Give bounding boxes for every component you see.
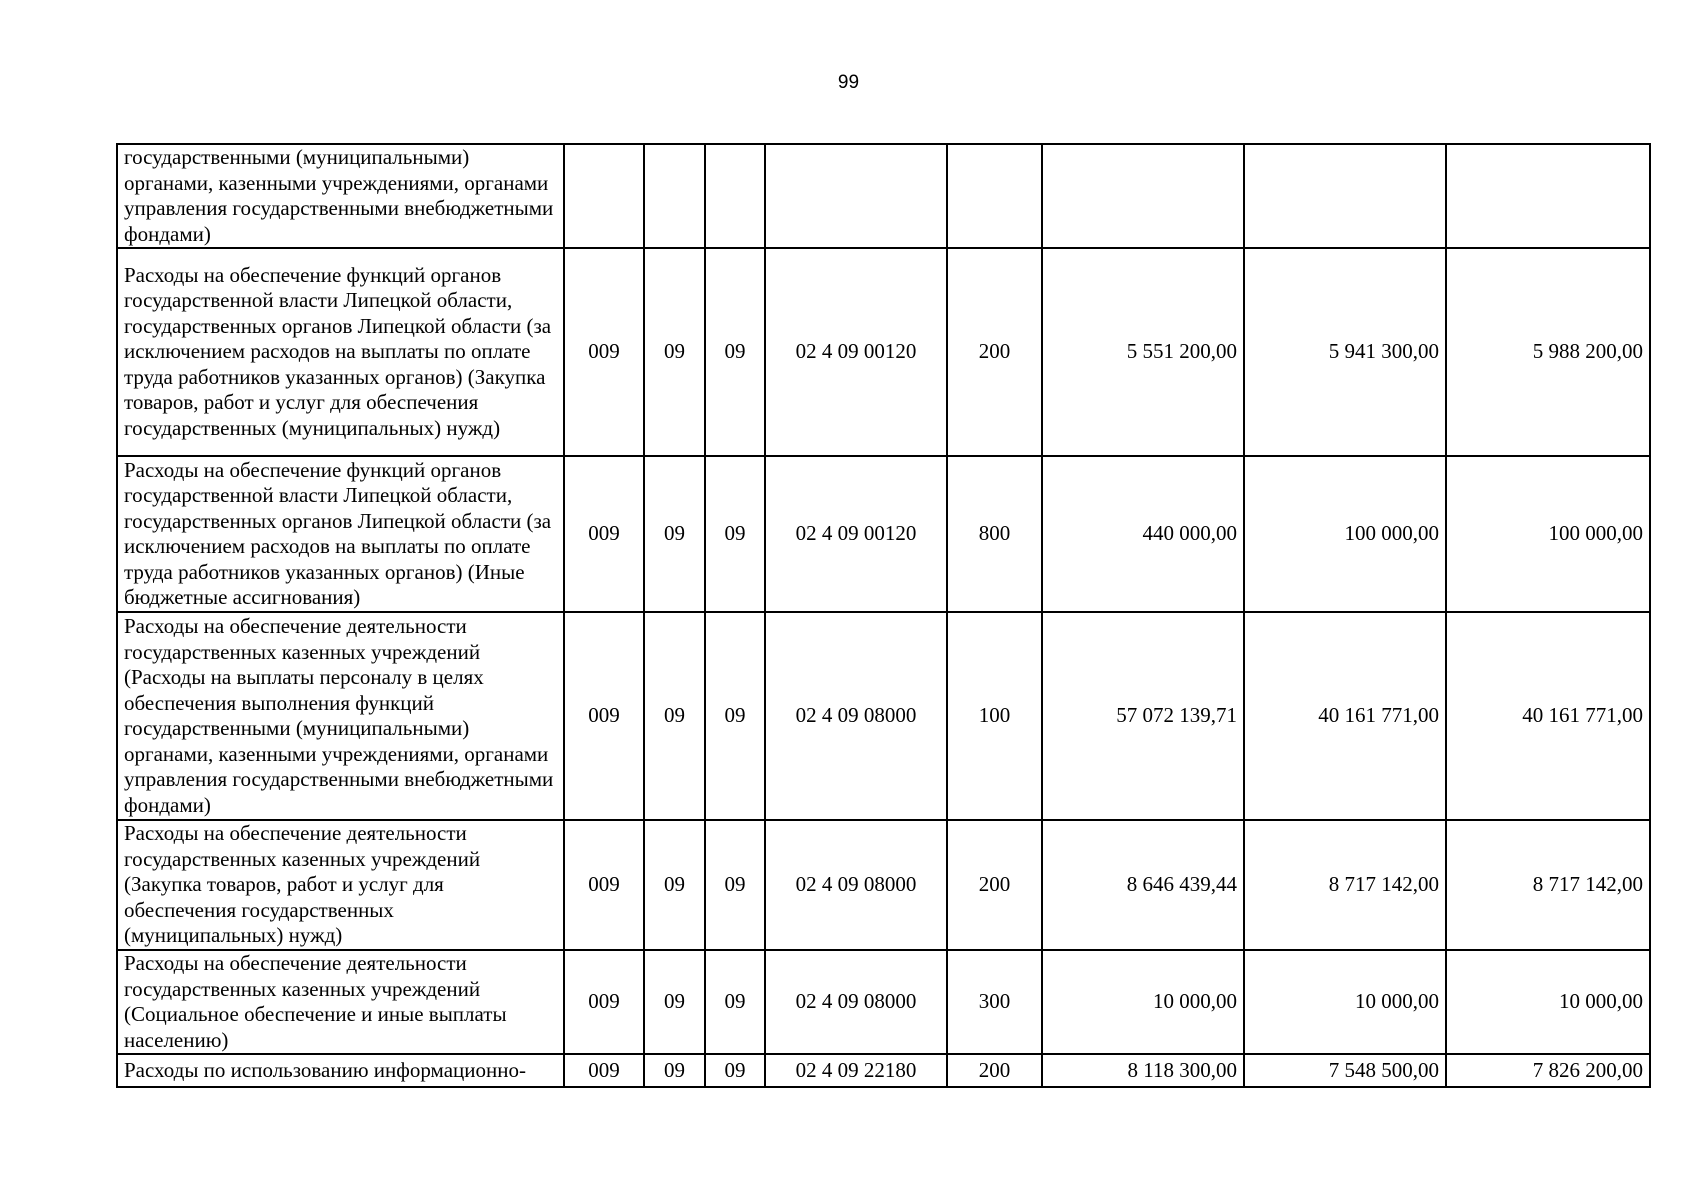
amount-year-3: 5 988 200,00 — [1446, 248, 1650, 456]
expense-type-code: 200 — [947, 248, 1042, 456]
table-row — [117, 248, 1650, 456]
amount-year-1: 10 000,00 — [1042, 950, 1244, 1054]
section-code: 09 — [644, 820, 705, 950]
subsection-code: 09 — [705, 248, 765, 456]
table-row — [117, 456, 1650, 612]
row-name: Расходы по использованию информационно- — [117, 1054, 564, 1087]
ministry-code — [564, 144, 644, 248]
target-article-code: 02 4 09 08000 — [765, 820, 947, 950]
row-name: Расходы на обеспечение деятельности государственных казенных учреждений (Закупка товаров, работ и услуг для обеспечения государственных (муниципальных) нужд) — [117, 820, 564, 950]
target-article-code: 02 4 09 22180 — [765, 1054, 947, 1087]
ministry-code: 009 — [564, 950, 644, 1054]
amount-year-1 — [1042, 144, 1244, 248]
amount-year-2: 8 717 142,00 — [1244, 820, 1446, 950]
table-row — [117, 950, 1650, 1054]
section-code: 09 — [644, 456, 705, 612]
ministry-code: 009 — [564, 1054, 644, 1087]
expense-type-code: 200 — [947, 1054, 1042, 1087]
table-row — [117, 820, 1650, 950]
amount-year-2: 5 941 300,00 — [1244, 248, 1446, 456]
amount-year-3: 8 717 142,00 — [1446, 820, 1650, 950]
section-code: 09 — [644, 1054, 705, 1087]
subsection-code: 09 — [705, 1054, 765, 1087]
row-name: Расходы на обеспечение функций органов государственной власти Липецкой области, государственных органов Липецкой области (за исключением расходов на выплаты по оплате труда работников указанных органов) (Закупка товаров, работ и услуг для обеспечения государственных (муниципальных) нужд) — [117, 248, 564, 456]
amount-year-2: 100 000,00 — [1244, 456, 1446, 612]
table-row — [117, 144, 1650, 248]
row-name: Расходы на обеспечение деятельности государственных казенных учреждений (Социальное обеспечение и иные выплаты населению) — [117, 950, 564, 1054]
subsection-code — [705, 144, 765, 248]
subsection-code: 09 — [705, 820, 765, 950]
row-name: Расходы на обеспечение деятельности государственных казенных учреждений (Расходы на выплаты персоналу в целях обеспечения выполнения функций государственными (муниципальными) органами, казенными учреждениями, органами управления государственными внебюджетными фондами) — [117, 612, 564, 820]
ministry-code: 009 — [564, 612, 644, 820]
budget-table — [116, 143, 1651, 1088]
target-article-code — [765, 144, 947, 248]
page-number: 99 — [837, 72, 860, 93]
row-name: государственными (муниципальными) органами, казенными учреждениями, органами управления государственными внебюджетными фондами) — [117, 144, 564, 248]
amount-year-3 — [1446, 144, 1650, 248]
amount-year-3: 100 000,00 — [1446, 456, 1650, 612]
ministry-code: 009 — [564, 820, 644, 950]
expense-type-code: 200 — [947, 820, 1042, 950]
amount-year-2: 10 000,00 — [1244, 950, 1446, 1054]
section-code: 09 — [644, 950, 705, 1054]
section-code: 09 — [644, 612, 705, 820]
table-row — [117, 1054, 1650, 1087]
amount-year-1: 8 118 300,00 — [1042, 1054, 1244, 1087]
amount-year-1: 5 551 200,00 — [1042, 248, 1244, 456]
table-row — [117, 612, 1650, 820]
subsection-code: 09 — [705, 950, 765, 1054]
section-code: 09 — [644, 248, 705, 456]
subsection-code: 09 — [705, 612, 765, 820]
ministry-code: 009 — [564, 456, 644, 612]
amount-year-1: 57 072 139,71 — [1042, 612, 1244, 820]
amount-year-1: 440 000,00 — [1042, 456, 1244, 612]
target-article-code: 02 4 09 00120 — [765, 456, 947, 612]
row-name: Расходы на обеспечение функций органов государственной власти Липецкой области, государственных органов Липецкой области (за исключением расходов на выплаты по оплате труда работников указанных органов) (Иные бюджетные ассигнования) — [117, 456, 564, 612]
expense-type-code: 100 — [947, 612, 1042, 820]
amount-year-2: 7 548 500,00 — [1244, 1054, 1446, 1087]
section-code — [644, 144, 705, 248]
amount-year-2: 40 161 771,00 — [1244, 612, 1446, 820]
target-article-code: 02 4 09 08000 — [765, 950, 947, 1054]
amount-year-1: 8 646 439,44 — [1042, 820, 1244, 950]
amount-year-3: 7 826 200,00 — [1446, 1054, 1650, 1087]
subsection-code: 09 — [705, 456, 765, 612]
expense-type-code — [947, 144, 1042, 248]
amount-year-3: 40 161 771,00 — [1446, 612, 1650, 820]
target-article-code: 02 4 09 00120 — [765, 248, 947, 456]
expense-type-code: 800 — [947, 456, 1042, 612]
amount-year-3: 10 000,00 — [1446, 950, 1650, 1054]
amount-year-2 — [1244, 144, 1446, 248]
expense-type-code: 300 — [947, 950, 1042, 1054]
ministry-code: 009 — [564, 248, 644, 456]
target-article-code: 02 4 09 08000 — [765, 612, 947, 820]
